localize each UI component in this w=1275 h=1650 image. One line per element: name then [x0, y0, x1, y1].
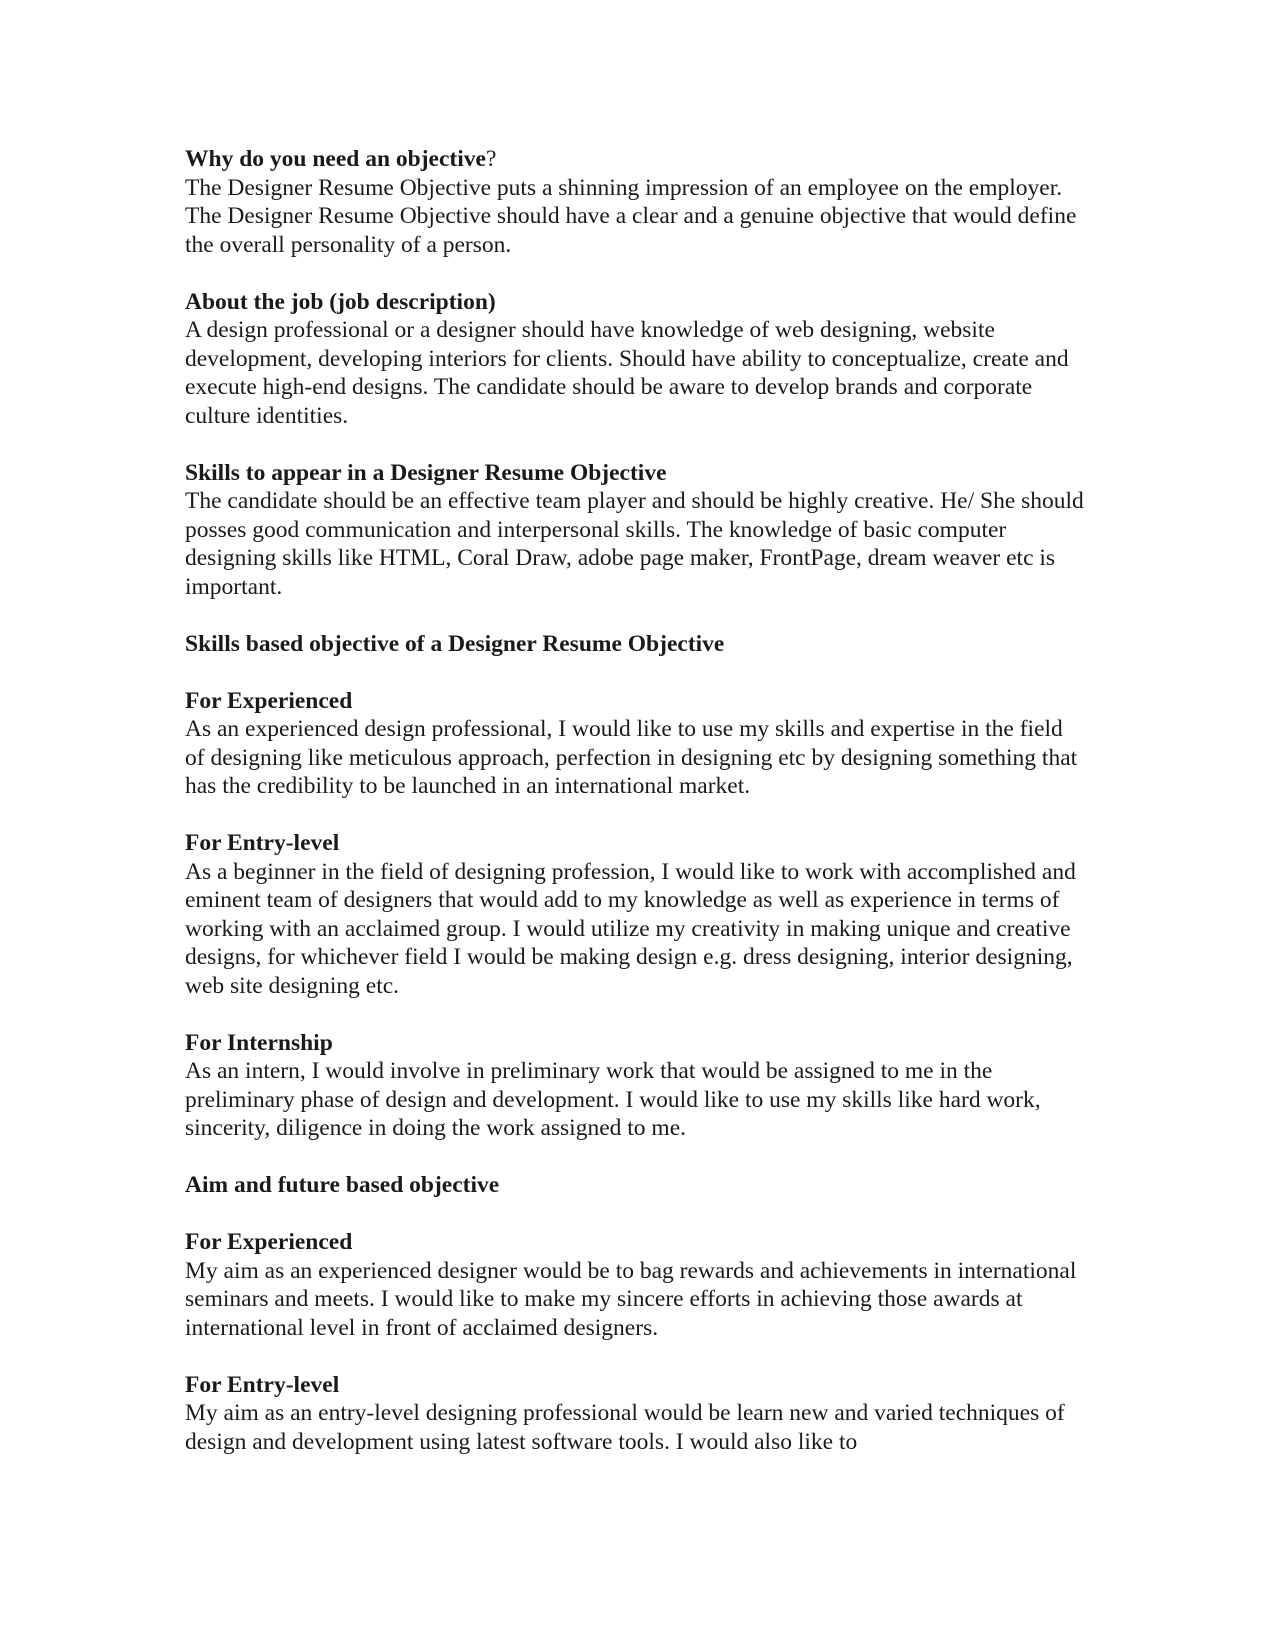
section-body: A design professional or a designer should have knowledge of web designing, website development, developing interiors for clients. Should have ability to conceptualize, create and execute high-end designs. The candidate should be aware to develop brands and corporate culture identities.	[185, 317, 1069, 429]
section-about-job	[185, 288, 1085, 431]
heading-question-mark: ?	[485, 146, 497, 172]
section-skills	[185, 459, 1085, 602]
subsection-body: As a beginner in the field of designing profession, I would like to work with accomplished and eminent team of designers that would add to my knowledge as well as experience in terms of working with an acclaimed group. I would utilize my creativity in making unique and creative designs, for whichever field I would be making design e.g. dress designing, interior designing, web site designing etc.	[185, 858, 1076, 999]
section-skills-based	[185, 630, 1085, 659]
section-heading: Skills to appear in a Designer Resume Objective	[185, 459, 667, 486]
section-heading: Skills based objective of a Designer Resume Objective	[185, 630, 725, 657]
subsection-body: As an intern, I would involve in preliminary work that would be assigned to me in the preliminary phase of design and development. I would like to use my skills like hard work, sincerity, diligence in doing the work assigned to me.	[185, 1058, 1041, 1141]
heading-text: Why do you need an objective	[185, 146, 486, 172]
subsection-body: My aim as an experienced designer would be to bag rewards and achievements in international seminars and meets. I would like to make my sincere efforts in achieving those awards at international level in front of acclaimed designers.	[185, 1257, 1077, 1341]
section-why-objective	[185, 145, 1085, 259]
section-aim-based	[185, 1171, 1085, 1200]
subsection-heading: For Experienced	[185, 687, 353, 714]
subsection-skills-entry-level	[185, 829, 1085, 1000]
section-body: The Designer Resume Objective puts a shinning impression of an employee on the employer. The Designer Resume Objective should have a clear and a genuine objective that would define the overall personality of a person.	[185, 174, 1077, 258]
document-page	[185, 145, 1085, 1456]
subsection-heading: For Experienced	[185, 1229, 353, 1255]
subsection-heading: For Entry-level	[185, 830, 340, 856]
subsection-skills-internship	[185, 1029, 1085, 1143]
subsection-heading: For Entry-level	[185, 1371, 340, 1398]
subsection-aim-entry-level	[185, 1371, 1085, 1457]
subsection-skills-experienced	[185, 687, 1085, 801]
section-body: The candidate should be an effective team player and should be highly creative. He/ She should posses good communication and interpersonal skills. The knowledge of basic computer designing skills like HTML, Coral Draw, adobe page maker, FrontPage, dream weaver etc is important.	[185, 488, 1084, 600]
subsection-heading: For Internship	[185, 1029, 333, 1056]
subsection-aim-experienced	[185, 1228, 1085, 1342]
section-heading: About the job (job description)	[185, 288, 496, 315]
section-heading: Aim and future based objective	[185, 1172, 500, 1198]
subsection-body: My aim as an entry-level designing professional would be learn new and varied techniques of design and development using latest software tools. I would also like to	[185, 1400, 1065, 1455]
subsection-body: As an experienced design professional, I would like to use my skills and expertise in the field of designing like meticulous approach, perfection in designing etc by designing something that has the credibility to be launched in an international market.	[185, 716, 1078, 799]
section-heading	[185, 145, 1085, 174]
